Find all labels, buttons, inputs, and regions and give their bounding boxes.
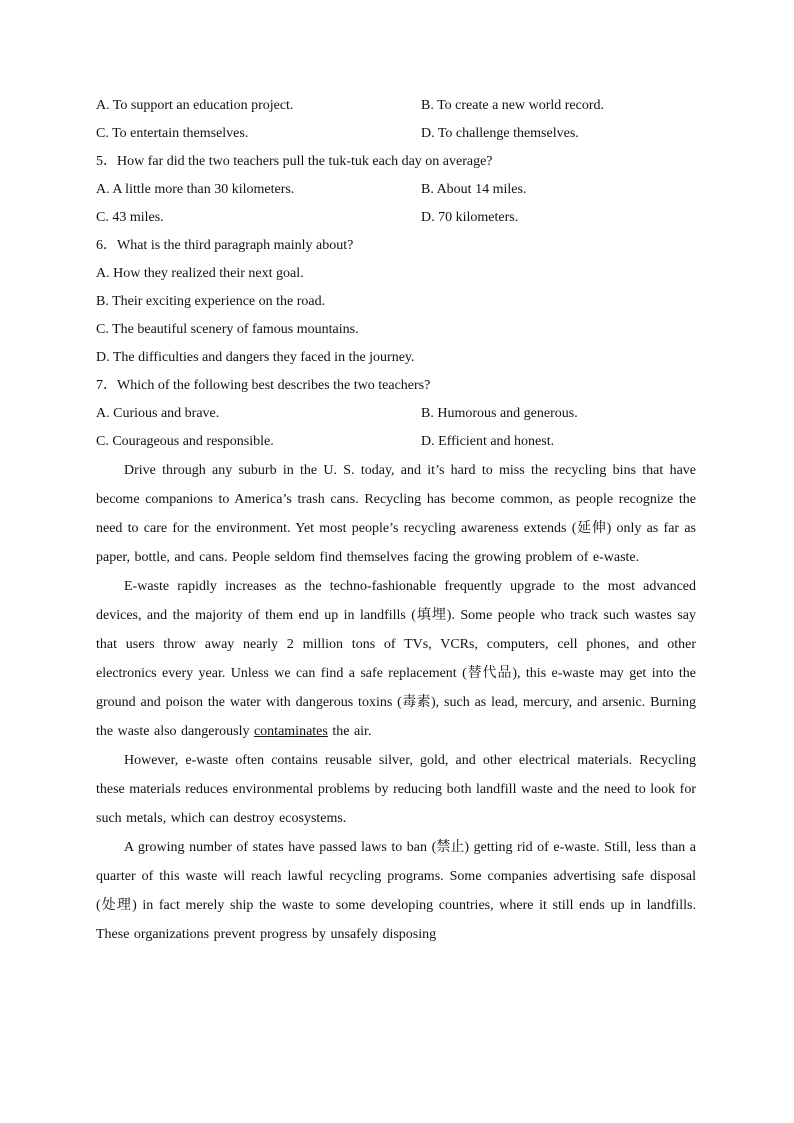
q5-option-d: D. 70 kilometers. bbox=[421, 210, 519, 225]
passage-paragraph-3: However, e-waste often contains reusable silver, gold, and other electrical materials. Recycling these materials reduces environmental problems by reducing both landfill waste and the need to look for such metals, which can destroy ecosystems. bbox=[96, 753, 696, 826]
q4-option-a: A. To support an education project. bbox=[96, 98, 294, 113]
q4-options-row-2 bbox=[96, 120, 696, 148]
q4-option-d: D. To challenge themselves. bbox=[421, 126, 579, 141]
q5-option-b: B. About 14 miles. bbox=[421, 182, 527, 197]
q4-option-b: B. To create a new world record. bbox=[421, 98, 605, 113]
q6-option-d: D. The difficulties and dangers they faced in the journey. bbox=[96, 350, 415, 365]
exam-page bbox=[96, 92, 696, 949]
q6-option-c: C. The beautiful scenery of famous mountains. bbox=[96, 322, 359, 337]
underlined-word: contaminates bbox=[253, 724, 328, 739]
q7-option-d: D. Efficient and honest. bbox=[421, 434, 555, 449]
q7-option-a: A. Curious and brave. bbox=[96, 406, 220, 421]
q6-question: 6．What is the third paragraph mainly about? bbox=[96, 238, 354, 253]
q5-question: 5．How far did the two teachers pull the tuk-tuk each day on average? bbox=[96, 154, 493, 169]
q4-options-row-1 bbox=[96, 92, 696, 120]
q4-option-c: C. To entertain themselves. bbox=[96, 126, 249, 141]
passage-paragraph-2-end: the air. bbox=[327, 724, 372, 739]
q6-option-a: A. How they realized their next goal. bbox=[96, 266, 304, 281]
q5-option-c: C. 43 miles. bbox=[96, 210, 164, 225]
q5-options-row-2 bbox=[96, 204, 696, 232]
q5-option-a: A. A little more than 30 kilometers. bbox=[96, 182, 295, 197]
passage-paragraph-2 bbox=[96, 572, 696, 746]
q7-option-b: B. Humorous and generous. bbox=[421, 406, 578, 421]
passage-paragraph-4: A growing number of states have passed laws to ban (禁止) getting rid of e-waste. Still, less than a quarter of this waste will reach lawful recycling programs. Some companies advertising safe disposal (处理) in fact merely ship the waste to some developing countries, where it still ends up in landfills. These organizations prevent progress by unsafely disposing bbox=[96, 840, 696, 942]
q5-options-row-1 bbox=[96, 176, 696, 204]
passage-paragraph-2-text: E-waste rapidly increases as the techno-fashionable frequently upgrade to the most advanced devices, and the majority of them end up in landfills (填埋). Some people who track such wastes say that users throw away nearly 2 million tons of TVs, VCRs, computers, cell phones, and other electronics every year. Unless we can find a safe replacement (替代品), this e-waste may get into the ground and poison the water with dangerous toxins (毒素), such as lead, mercury, and arsenic. Burning the waste also dangerously bbox=[96, 579, 696, 739]
q7-question: 7．Which of the following best describes the two teachers? bbox=[96, 378, 431, 393]
q7-options-row-2 bbox=[96, 428, 696, 456]
q7-options-row-1 bbox=[96, 400, 696, 428]
passage-paragraph-1: Drive through any suburb in the U. S. today, and it’s hard to miss the recycling bins that have become companions to America’s trash cans. Recycling has become common, as people recognize the need to care for the environment. Yet most people’s recycling awareness extends (延伸) only as far as paper, bottle, and cans. People seldom find themselves facing the growing problem of e-waste. bbox=[96, 463, 696, 565]
q6-option-b: B. Their exciting experience on the road. bbox=[96, 294, 326, 309]
q7-option-c: C. Courageous and responsible. bbox=[96, 434, 274, 449]
